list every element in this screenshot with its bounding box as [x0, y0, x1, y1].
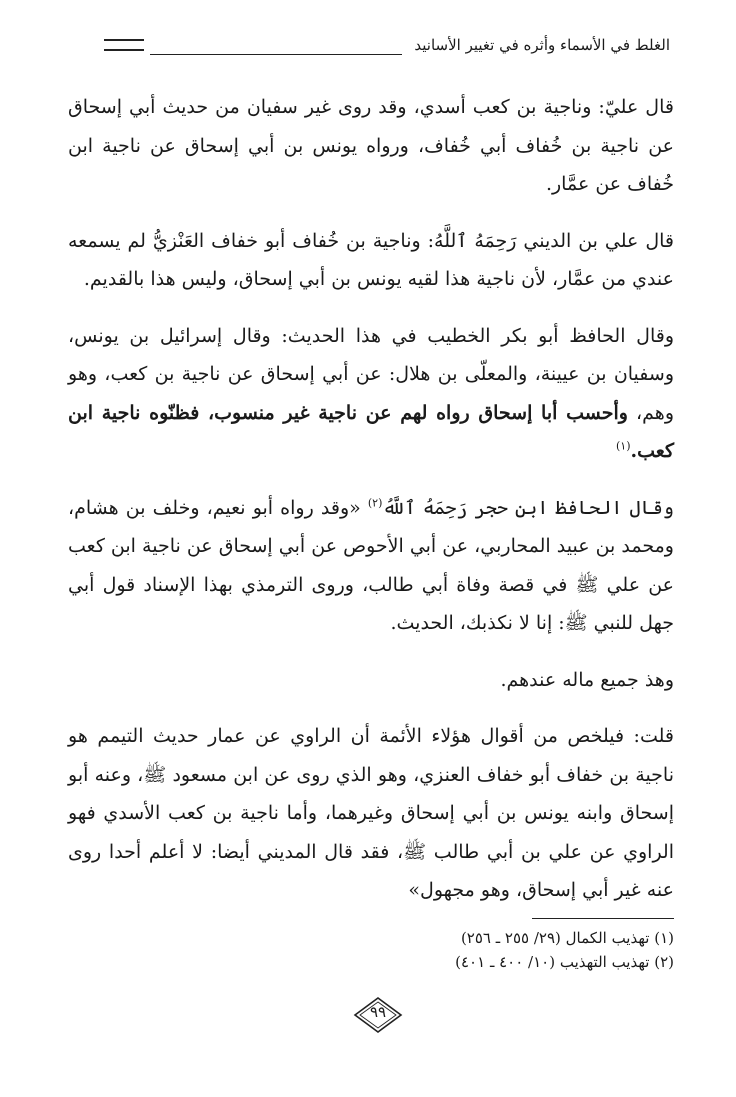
header-ornament — [104, 39, 144, 51]
footnotes — [200, 926, 674, 974]
paragraph-6: قلت: فيلخص من أقوال هؤلاء الأئمة أن الراوي عن عمار حديث التيمم هو ناجية بن خفاف أبو خفاف العنزي، وهو الذي روى عن ابن مسعود ﷺ، وعنه أبو إسحاق وابنه يونس بن أبي إسحاق وغيرهما، وأما ناجية بن كعب الأسدي فهو الراوي عن علي بن أبي طالب ﷺ، فقد قال المديني أيضا: لا أعلم أحدا روى عنه غير أبي إسحاق، وهو مجهول» — [68, 725, 674, 901]
footnote-1: (١) تهذيب الكمال (٢٩/ ٢٥٥ ـ ٢٥٦) — [460, 929, 674, 947]
footnote-rule — [532, 918, 674, 919]
header-rule — [150, 54, 402, 55]
paragraph-5: وهذ جميع ماله عندهم. — [500, 668, 674, 691]
paragraph-4-text-before: وقال الحافظ ابن حجر رَحِمَهُ ٱللَّهُ — [382, 496, 674, 519]
page-number: ٩٩ — [369, 1003, 387, 1021]
page-number-ornament — [353, 997, 403, 1033]
paragraph-3-text: وقال الحافظ أبو بكر الخطيب في هذا الحديث: وقال إسرائيل بن يونس، وسفيان بن عيينة، والمعلّى بن هلال: عن أبي إسحاق عن ناجية بن كعب، وهو وهم، — [68, 324, 674, 424]
footnote-ref-1: (١) — [616, 439, 631, 453]
paragraph-3 — [68, 317, 674, 471]
header-title: الغلط في الأسماء وأثره في تغيير الأسانيد — [414, 36, 670, 54]
main-text — [68, 88, 674, 928]
paragraph-2: قال علي بن الديني رَحِمَهُ ٱللَّهُ: وناجية بن خُفاف أبو خفاف العَنْزيُّ لم يسمعه عندي من عمَّار، لأن ناجية هذا لقيه يونس بن أبي إسحاق، وليس هذا بالقديم. — [68, 229, 674, 290]
paragraph-4 — [68, 489, 674, 643]
paragraph-1: قال عليّ: وناجية بن كعب أسدي، وقد روى غير سفيان من حديث أبي إسحاق عن ناجية بن خُفاف أبي خُفاف، ورواه يونس بن أبي إسحاق عن ناجية ابن خُفاف عن عمَّار. — [68, 96, 674, 195]
footnote-2: (٢) تهذيب التهذيب (١٠/ ٤٠٠ ـ ٤٠١) — [455, 953, 674, 971]
paragraph-3-bold-text: وأحسب أبا إسحاق رواه لهم عن ناجية غير منسوب، فظنّوه ناجية ابن كعب. — [68, 401, 674, 462]
footnote-ref-2: (٢) — [367, 496, 383, 510]
paragraph-4-text-after: «وقد رواه أبو نعيم، وخلف بن هشام، ومحمد بن عبيد المحاربي، عن أبي الأحوص عن أبي إسحاق عن ناجية ابن كعب عن علي ﷺ في قصة وفاة أبي طالب، وروى الترمذي بهذا الإسناد قول أبي جهل للنبي ﷺ: إنا لا نكذبك، الحديث. — [68, 496, 674, 634]
running-header — [104, 30, 670, 60]
